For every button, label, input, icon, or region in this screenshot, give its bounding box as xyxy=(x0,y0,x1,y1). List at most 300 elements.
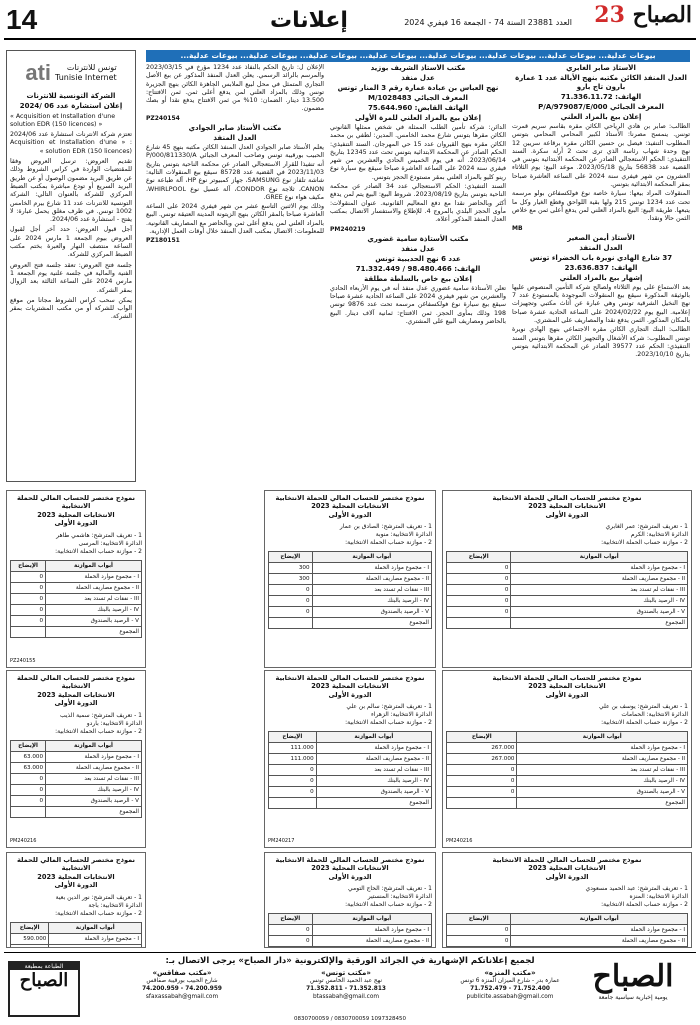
col-header: أبواب الموازنة xyxy=(511,914,688,925)
row-value xyxy=(269,947,313,948)
form-title: نموذج مختصر للحساب المالي للحملة الانتخابية xyxy=(275,494,425,502)
office-menzah xyxy=(458,969,562,1017)
office-address: نهج عبد الحميد الخامس تونس xyxy=(310,978,382,984)
row-label: V - الرصيد بالصندوق xyxy=(316,787,431,798)
candidate-line: 1 - تعريف المترشح: عبد الحميد مسعودي xyxy=(585,885,688,893)
form-title: نموذج مختصر للحساب المالي للحملة الانتخابية xyxy=(492,674,642,682)
district-line: الدائرة الانتخابية: باردو xyxy=(86,719,142,727)
office-email: publicite.assabah@gmail.com xyxy=(466,994,554,1000)
form-round: الدورة الأولى xyxy=(328,510,372,519)
ad-line: العدل المنفذ xyxy=(579,243,623,252)
form-fields xyxy=(446,523,688,547)
form-subtitle: الانتخابات المحلية 2023 xyxy=(37,690,115,699)
row-value: 111.000 xyxy=(269,743,317,754)
col-header: أبواب الموازنة xyxy=(517,732,688,743)
form-subtitle: الانتخابات المحلية 2023 xyxy=(311,682,389,691)
row-value: 0 xyxy=(447,925,511,936)
table-row xyxy=(447,936,688,947)
ad-body: وذلك يوم الاثنين التاسع عشر من شهر فيفري 2024 على الساعة العاشرة صباحا بالمقر الكائن بنهج الزيتونة المدينة العتيقة تونس. البيع بالمزاد العلني لمن يدفع أعلى ثمن وبالحاضر مع المصاريف القانونية. للمعلومات: الاتصال بمكتب العدل المنفذ خلال أوقات العمل الإدارية. xyxy=(146,203,324,236)
row-value: 0 xyxy=(11,604,46,615)
row-label: III - نفقات لم تسدد بعد xyxy=(511,585,688,596)
row-value xyxy=(447,947,511,948)
form-round: الدورة الأولى xyxy=(545,510,589,519)
row-label: III - نفقات لم تسدد بعد xyxy=(312,585,431,596)
table-row xyxy=(269,743,432,754)
form-fields xyxy=(268,523,432,547)
ad-heading: إشهار بيع بالمزاد العلني xyxy=(559,273,643,282)
candidate-line: 1 - تعريف المترشح: نور الدين بعية xyxy=(55,893,142,901)
row-label: I - مجموع موارد الحملة xyxy=(511,563,688,574)
ad-heading: الأستاذ صابر الغابري xyxy=(566,64,636,72)
budget-table xyxy=(446,913,688,948)
table-row xyxy=(11,933,142,944)
table-row xyxy=(11,795,142,806)
row-value: 111.000 xyxy=(269,754,317,765)
table-row xyxy=(447,798,688,809)
candidate-line: 1 - تعريف المترشح: عمر الغابري xyxy=(605,523,688,531)
table-header-row xyxy=(447,552,688,563)
form-title: نموذج مختصر للحساب المالي للحملة الانتخابية xyxy=(16,494,135,511)
form-ref: PM240216 xyxy=(446,838,473,844)
table-row xyxy=(11,806,142,817)
ad-body: بعد الاستماع على يوم الثلاثاء ولصالح شركة التأمين المنصوص عليها بالوثيقة المذكورة سيقع بيع المنقولات الموجودة بالمستودع عدد 7 نهج النخيل الشرقية تونس وهي عبارة عن أثاث مكتبي وتجهيزات إعلامية. البيع يوم 2024/02/22 على الساعة الحادية عشرة صباحا بالمكان المذكور. الثمن يدفع نقدا والمصاريف على المشتري. xyxy=(512,283,690,325)
ad-line: عدل منفذ xyxy=(401,244,435,253)
row-label: IV - الرصيد بالبنك xyxy=(517,776,688,787)
row-value: 0 xyxy=(269,585,313,596)
form-title: نموذج مختصر للحساب المالي للحملة الانتخابية xyxy=(275,856,425,864)
budget-line: 2 - موازنة حساب الحملة الانتخابية: xyxy=(55,547,142,555)
row-label: II - مجموع مصاريف الحملة xyxy=(46,762,142,773)
ad-column-right xyxy=(512,64,690,462)
election-form xyxy=(442,670,692,848)
table-header-row xyxy=(269,552,432,563)
row-label: IV - الرصيد بالبنك xyxy=(46,604,142,615)
form-round: الدورة الأولى xyxy=(54,881,98,890)
table-row xyxy=(447,596,688,607)
col-header: الإيضاح xyxy=(447,552,511,563)
table-row xyxy=(11,615,142,626)
office-email: sfaxassabah@gmail.com xyxy=(145,994,219,1000)
row-label: II - مجموع مصاريف الحملة xyxy=(517,754,688,765)
election-form xyxy=(442,852,692,948)
ad-body: يعلم الأستاذ صابر الجوادي العدل المنفذ الكائن مكتبه بنهج 45 شارع الحبيب بورقيبة تونس وصاحب المعرف الجبائي P/000/811330/A أنه تنفيذا للقرار الاستعجالي الصادر عن محكمة الناحية بتونس بتاريخ 2023/11/03 في القضية عدد 85728 سيقع بيع المنقولات التالية: شاشة تلفاز نوع SAMSUNG، جهاز كمبيوتر نوع HP، آلة طباعة نوع CANON، ثلاجة نوع CONDOR، آلة غسيل نوع WHIRLPOOL، مكيف هواء نوع GREE. xyxy=(146,144,324,201)
col-header: الإيضاح xyxy=(269,552,313,563)
election-form xyxy=(6,490,146,668)
ad-line: العدل المنفذ الكائن مكتبه بنهج الأيالة عدد 1 عمارة بارون تاج بارو xyxy=(515,74,687,91)
row-value: 0 xyxy=(269,765,317,776)
ad-heading: مكتب الأستاذ الشريف بوزيد xyxy=(370,64,466,72)
row-value xyxy=(269,798,317,809)
budget-table xyxy=(10,560,142,638)
table-row xyxy=(447,776,688,787)
ad-ref: MB xyxy=(512,224,523,232)
footer-contact-line: لجميع إعلاناتكم الإشهارية في الجرائد الورقية والإلكترونية «دار الصباح» يرجى الاتصال بـ: xyxy=(165,956,535,966)
form-subtitle: الانتخابات المحلية 2023 xyxy=(528,864,606,873)
row-value xyxy=(11,806,46,817)
form-subtitle: الانتخابات المحلية 2023 xyxy=(311,864,389,873)
tender-paragraph: جلسة فتح العروض: تعقد جلسة فتح العروض الفنية والمالية في جلسة علنية يوم الجمعة 1 مارس 2024 على الساعة الثالثة بعد الزوال بمقر الشركة. xyxy=(10,261,132,294)
row-value: 0 xyxy=(447,936,511,947)
table-row xyxy=(447,925,688,936)
row-label: II - مجموع مصاريف الحملة xyxy=(316,754,431,765)
row-value: 300 xyxy=(269,574,313,585)
form-fields xyxy=(268,885,432,909)
row-value: 0 xyxy=(447,563,511,574)
row-value: 0 xyxy=(447,607,511,618)
row-label: المجموع xyxy=(511,618,688,629)
budget-table xyxy=(10,740,142,818)
ad-line: الهاتف: 23.636.837 xyxy=(564,263,638,272)
phone-strip: 0830700059 / 0830700059 1097328450 xyxy=(293,1016,407,1022)
office-phone: 71.352.811 - 71.352.813 xyxy=(306,986,386,992)
table-row xyxy=(269,787,432,798)
table-row xyxy=(447,574,688,585)
ad-ref: PM240219 xyxy=(330,225,366,233)
col-header: الإيضاح xyxy=(269,732,317,743)
form-title: نموذج مختصر للحساب المالي للحملة الانتخابية xyxy=(492,856,642,864)
col-header: أبواب الموازنة xyxy=(316,732,431,743)
table-row xyxy=(269,563,432,574)
printing-badge xyxy=(8,961,80,1017)
page-number: 14 xyxy=(6,4,38,35)
election-form xyxy=(442,490,692,668)
row-label: II - مجموع مصاريف الحملة xyxy=(312,936,431,947)
form-ref: PM240216 xyxy=(10,838,37,844)
tender-title: الشركة التونسية للانترنات xyxy=(26,92,116,100)
budget-line: 2 - موازنة حساب الحملة الانتخابية: xyxy=(601,719,688,727)
row-label: IV - الرصيد بالبنك xyxy=(511,596,688,607)
office-title: «مكتب تونس» xyxy=(321,969,371,977)
table-row xyxy=(269,574,432,585)
table-row xyxy=(11,593,142,604)
table-row xyxy=(269,585,432,596)
ad-line: نهج العباس بن عبادة عمارة رقم 3 المنار تونس xyxy=(337,84,499,92)
table-row xyxy=(447,563,688,574)
ati-logo-mark: ati xyxy=(25,60,52,85)
row-value: 0 xyxy=(11,582,46,593)
row-value: 0 xyxy=(447,776,517,787)
office-phone: 74.200.959 - 74.200.959 xyxy=(142,986,222,992)
table-row xyxy=(269,596,432,607)
row-label: III - نفقات لم تسدد بعد xyxy=(316,765,431,776)
table-row xyxy=(11,944,142,948)
ad-line: عدد 6 نهج الحديبية تونس xyxy=(375,254,461,263)
page-footer xyxy=(4,952,696,1022)
table-row xyxy=(447,585,688,596)
row-label: II - مجموع مصاريف الحملة xyxy=(511,936,688,947)
office-sfax xyxy=(130,969,234,1017)
table-row xyxy=(269,776,432,787)
form-subtitle: الانتخابات المحلية 2023 xyxy=(528,502,606,511)
row-value: 0 xyxy=(269,607,313,618)
row-value: 0 xyxy=(447,596,511,607)
election-form xyxy=(264,490,436,668)
ad-line: المعرف الجبائي P/A/979087/E/000 xyxy=(538,103,664,111)
section-title: إعلانات xyxy=(270,8,348,33)
table-row xyxy=(269,754,432,765)
ad-heading: إعلان بيع خاص بالسلطة مطلقة xyxy=(364,274,472,283)
district-line: الدائرة الانتخابية: المرسى xyxy=(78,539,142,547)
office-email: btassabah@gmail.com xyxy=(312,994,380,1000)
ad-ref: PZ180151 xyxy=(146,237,180,245)
row-label: I - مجموع موارد الحملة xyxy=(511,925,688,936)
candidate-line: 1 - تعريف المترشح: الحاج التومي xyxy=(348,885,432,893)
col-header: أبواب الموازنة xyxy=(46,740,142,751)
row-value: 0 xyxy=(11,571,46,582)
form-round: الدورة الأولى xyxy=(54,519,98,528)
ad-heading: الأستاذ أيمن الصغير xyxy=(567,233,635,242)
ad-line: الهاتف: 71.336.11.72 xyxy=(560,93,642,101)
election-form xyxy=(6,852,146,948)
tender-paragraph: آجل قبول العروض: حدد آخر أجل لقبول العروض بيوم الجمعة 1 مارس 2024 على الساعة منتصف النهار والعبرة بختم مكتب الضبط المركزي للشركة. xyxy=(10,226,133,259)
district-line: الدائرة الانتخابية: منوبة xyxy=(375,531,432,539)
row-label: المجموع xyxy=(517,798,688,809)
table-row xyxy=(11,571,142,582)
table-row xyxy=(269,765,432,776)
ad-line: الهاتف القابض: 75.644.960 xyxy=(367,104,469,112)
tunisie-internet-ad xyxy=(6,50,136,482)
table-row xyxy=(11,626,142,637)
table-header-row xyxy=(11,922,142,933)
tender-paragraph: تعتزم شركة الانترنات استشارة عدد 2024/06 : « Acquisition et Installation d'une solution EDR (150 licences) » xyxy=(10,131,133,155)
table-row xyxy=(11,784,142,795)
ad-body: الطالب: البنك التجاري الكائن مقره الاجتماعي بنهج الهادي نويرة تونس المطلوب: شركة الأشغال والتجهيز الكائن مقرها بتونس السند التنفيذي: الحكم عدد 39577 الصادر عن المحكمة الابتدائية بتونس بتاريخ 2023/10/10. xyxy=(512,326,690,359)
newspaper-logo xyxy=(574,2,692,32)
col-header: الإيضاح xyxy=(11,922,49,933)
ad-column-left xyxy=(146,64,324,462)
row-label: II - مجموع مصاريف الحملة xyxy=(511,574,688,585)
row-label xyxy=(511,947,688,948)
assabah-logo-text: الصباح xyxy=(592,959,674,994)
form-subtitle: الانتخابات المحلية 2023 xyxy=(311,502,389,511)
row-label: المجموع xyxy=(46,626,142,637)
row-value xyxy=(447,618,511,629)
col-header: الإيضاح xyxy=(447,914,511,925)
office-address: عمارة بدر - شارع الميزان المنزه 6 تونس xyxy=(460,978,560,984)
row-value: 0 xyxy=(269,776,317,787)
form-fields xyxy=(446,885,688,909)
row-label: III - نفقات لم تسدد بعد xyxy=(46,773,142,784)
row-value: 0 xyxy=(11,784,46,795)
row-label: V - الرصيد بالصندوق xyxy=(46,795,142,806)
office-address: شارع الحبيب بورقيبة صفاقس xyxy=(146,978,218,984)
candidate-line: 1 - تعريف المترشح: الصادق بن عمار xyxy=(339,523,432,531)
row-label: V - الرصيد بالصندوق xyxy=(517,787,688,798)
row-label: III - نفقات لم تسدد بعد xyxy=(46,593,142,604)
logo-number: 23 xyxy=(594,2,625,28)
budget-table xyxy=(10,922,142,948)
table-row xyxy=(11,762,142,773)
col-header: الإيضاح xyxy=(269,914,313,925)
ad-body: السند التنفيذي: الحكم الاستعجالي عدد 34 الصادر عن محكمة الناحية بتونس بتاريخ 2023/08/19. شروط البيع: البيع يتم لمن يدفع أكثر وبالحاضر نقدا مع دفع المعاليم القانونية. عنوان المنقولات: مأوى الحجز البلدي بالمروج 4. للإطلاع والاستفسار الاتصال بمكتب العدل المنفذ المذكور أعلاه. xyxy=(330,183,506,224)
district-line: الدائرة الانتخابية: المنستير xyxy=(367,893,432,901)
table-row xyxy=(447,787,688,798)
form-round: الدورة الأولى xyxy=(328,872,372,881)
table-row xyxy=(269,936,432,947)
row-value: 0 xyxy=(447,765,517,776)
row-label: III - نفقات لم تسدد بعد xyxy=(517,765,688,776)
form-fields xyxy=(10,532,142,556)
ad-line: الهاتف: 98.480.466 / 71.332.449 xyxy=(355,264,481,273)
row-value: 0 xyxy=(447,585,511,596)
ad-ref: PZ240154 xyxy=(146,114,180,122)
col-header: أبواب الموازنة xyxy=(511,552,688,563)
row-label: I - مجموع موارد الحملة xyxy=(49,933,142,944)
table-row xyxy=(447,743,688,754)
form-round: الدورة الأولى xyxy=(545,872,589,881)
row-label xyxy=(312,947,431,948)
budget-line: 2 - موازنة حساب الحملة الانتخابية: xyxy=(345,719,432,727)
row-label: I - مجموع موارد الحملة xyxy=(46,751,142,762)
ad-line: العدل المنفذ xyxy=(213,134,257,143)
budget-line: 2 - موازنة حساب الحملة الانتخابية: xyxy=(601,901,688,909)
budget-line: 2 - موازنة حساب الحملة الانتخابية: xyxy=(55,909,142,917)
header-rule xyxy=(4,38,696,40)
row-value xyxy=(11,626,46,637)
row-value: 0 xyxy=(269,936,313,947)
row-value xyxy=(269,618,313,629)
form-fields xyxy=(10,712,142,736)
office-tunis xyxy=(294,969,398,1017)
table-row xyxy=(269,618,432,629)
col-header: أبواب الموازنة xyxy=(312,552,431,563)
district-line: الدائرة الانتخابية: الحمامات xyxy=(621,711,688,719)
ad-heading: مكتب الأستاذة سامية غضوري xyxy=(367,234,469,243)
ad-line: المعرف الجبائي M/1028483 xyxy=(368,94,468,102)
form-title: نموذج مختصر للحساب المالي للحملة الانتخابية xyxy=(16,674,135,691)
row-label: I - مجموع موارد الحملة xyxy=(312,563,431,574)
election-form xyxy=(264,852,436,948)
ad-heading: إعلان بيع بالمزاد العلني xyxy=(560,113,642,121)
row-value: 0 xyxy=(447,574,511,585)
table-row xyxy=(269,798,432,809)
form-title: نموذج مختصر للحساب المالي للحملة الانتخابية xyxy=(275,674,425,682)
ad-body: الدائن: شركة تأمين الطلب الممثلة في شخص ممثلها القانوني الكائن مقرها بتونس شارع محمد الخامس. المدين: لطفي بن محمد الكائن مقره بنهج القيروان عدد 15 حي المهرجان. السند التنفيذي: الحكم الصادر عن المحكمة الابتدائية بتونس تحت عدد 12345 بتاريخ 2023/06/14. أنه في يوم الخميس الحادي والعشرين من شهر فيفري سنة 2024 على الساعة العاشرة صباحا سيقع بيع سيارة نوع رينو كليو بالمزاد العلني بمقر مستودع الحجز بتونس. xyxy=(330,124,506,181)
ad-body: المنقولات المراد بيعها: سيارة خاصة نوع فولكسفاغن بولو مرسمة تحت عدد 1234 تونس 215 ولها بقية اللواحق وقطع الغيار وكل ما يتبعها. طريقة البيع: البيع بالمزاد العلني لمن يدفع أعلى ثمن مع خلاص الثمن حالا ونقدا. xyxy=(512,190,690,223)
budget-line: 2 - موازنة حساب الحملة الانتخابية: xyxy=(345,901,432,909)
table-row xyxy=(447,765,688,776)
logo-arabic: تونس للانترنات xyxy=(66,63,117,72)
election-form xyxy=(264,670,436,848)
page-header xyxy=(0,0,700,40)
form-subtitle: الانتخابات المحلية 2023 xyxy=(528,682,606,691)
issue-line: العدد 23881 السنة 74 - الجمعة 16 فيفري 2024 xyxy=(404,18,572,27)
form-ref: PZ240155 xyxy=(10,658,36,664)
row-value: 267.000 xyxy=(447,743,517,754)
tender-subtitle: إعلان استشارة عدد 06 /2024 xyxy=(19,102,123,111)
office-phone: 71.752.479 - 71.752.400 xyxy=(470,986,550,992)
ad-body: الإعلان ل: تاريخ الحكم بالنفاذ عدد 1234 مؤرخ في 2023/03/15 والمرسم بالرائد الرسمي. يعلن العدل المنفذ المذكور عن بيع الأصل التجاري المتمثل في محل لبيع الملابس الجاهزة الكائن بنهج الجزيرة تونس وذلك بالمزاد العلني لمن يدفع أعلى ثمن. ثمن الافتتاح: 13.500 دينار. الضمان: 10% من ثمن الافتتاح يدفع نقدا أو بصك مضمون. xyxy=(146,64,324,113)
form-fields xyxy=(446,703,688,727)
budget-line: 2 - موازنة حساب الحملة الانتخابية: xyxy=(55,727,142,735)
row-value xyxy=(11,944,49,948)
row-value xyxy=(447,798,517,809)
col-header: الإيضاح xyxy=(11,560,46,571)
table-row xyxy=(269,607,432,618)
col-header: أبواب الموازنة xyxy=(312,914,431,925)
row-label: II - مجموع مصاريف الحملة xyxy=(312,574,431,585)
district-line: الدائرة الانتخابية: المنزه xyxy=(629,893,688,901)
ad-heading: مكتب الأستاذ صابر الجوادي xyxy=(188,124,282,133)
row-value: 0 xyxy=(269,925,313,936)
table-row xyxy=(269,925,432,936)
ad-heading: إعلان بيع بالمزاد العلني للمرة الأولى xyxy=(355,114,481,122)
section-banner: بيوعات عدلية... بيوعات عدلية... بيوعات عدلية... بيوعات عدلية... بيوعات عدلية... بيوعات عدلية... بيوعات عدلية... بيوعات عدلية... xyxy=(146,50,690,62)
table-row xyxy=(11,773,142,784)
budget-table xyxy=(446,731,688,809)
row-value: 0 xyxy=(11,615,46,626)
badge-top: الطباعة بمطبعة xyxy=(10,963,78,970)
table-header-row xyxy=(269,914,432,925)
table-header-row xyxy=(447,914,688,925)
form-title: نموذج مختصر للحساب المالي للحملة الانتخابية xyxy=(492,494,642,502)
row-value: 63.000 xyxy=(11,751,46,762)
candidate-line: 1 - تعريف المترشح: هاشمي طاهر xyxy=(56,531,142,539)
row-label: I - مجموع موارد الحملة xyxy=(517,743,688,754)
row-label: V - الرصيد بالصندوق xyxy=(312,607,431,618)
row-label: I - مجموع موارد الحملة xyxy=(46,571,142,582)
table-header-row xyxy=(11,740,142,751)
row-value: 0 xyxy=(269,787,317,798)
row-value: 0 xyxy=(11,795,46,806)
row-value: 0 xyxy=(269,596,313,607)
table-header-row xyxy=(11,560,142,571)
district-line: الدائرة الانتخابية: الكرم xyxy=(630,531,688,539)
table-row xyxy=(447,618,688,629)
ad-line: عدل منفذ xyxy=(401,74,435,82)
form-round: الدورة الأولى xyxy=(545,690,589,699)
logo-names xyxy=(55,63,117,83)
col-header: أبواب الموازنة xyxy=(46,560,142,571)
budget-table xyxy=(268,731,432,809)
row-label: المجموع xyxy=(316,798,431,809)
tender-fr-title: « Acquisition et Installation d'une solution EDR (150 licences) » xyxy=(10,112,116,128)
logo-french: Tunisie Internet xyxy=(55,73,117,82)
row-value: 590.000 xyxy=(11,933,49,944)
office-title: «مكتب صفاقس» xyxy=(152,969,212,977)
assabah-logo xyxy=(574,959,692,1019)
col-header: الإيضاح xyxy=(447,732,517,743)
table-row xyxy=(11,604,142,615)
row-label: المجموع xyxy=(46,806,142,817)
district-line: الدائرة الانتخابية: باجة xyxy=(88,901,142,909)
form-subtitle: الانتخابات المحلية 2023 xyxy=(37,872,115,881)
election-form xyxy=(6,670,146,848)
budget-line: 2 - موازنة حساب الحملة الانتخابية: xyxy=(601,539,688,547)
row-value: 0 xyxy=(11,593,46,604)
row-label: II - مجموع مصاريف الحملة xyxy=(46,582,142,593)
assabah-tagline: يومية إخبارية سياسية جامعة xyxy=(598,994,668,1001)
office-title: «مكتب المنزه» xyxy=(484,969,536,977)
candidate-line: 1 - تعريف المترشح: سالم بن علي xyxy=(346,703,432,711)
table-row xyxy=(447,947,688,948)
budget-line: 2 - موازنة حساب الحملة الانتخابية: xyxy=(345,539,432,547)
form-round: الدورة الأولى xyxy=(328,690,372,699)
row-label: V - الرصيد بالصندوق xyxy=(511,607,688,618)
ad-body: تعلن الأستاذة سامية غضوري عدل منفذ أنه في يوم الأربعاء الحادي والعشرين من شهر فيفري 2024 على الساعة الحادية عشرة صباحا سيقع بيع سيارة نوع فولكسفاغن مرسمة تحت عدد 9876 تونس 198 وذلك بمأوى الحجز. ثمن الافتتاح: ثمانية آلاف دينار. البيع بالحاضر ومصاريف البيع على المشتري. xyxy=(330,284,506,326)
table-header-row xyxy=(269,732,432,743)
row-label: المجموع xyxy=(312,618,431,629)
tender-paragraph: تقديم العروض: ترسل العروض وفقا للمقتضيات الواردة في كراس الشروط وذلك عن طريق البريد مضمون الوصول أو عن طريق البريد السريع أو تودع مباشرة بمكتب الضبط المركزي للشركة بالعنوان التالي: الشركة التونسية للانترنات عدد 11 شارع بيرم الخامس 1002 تونس. في ظرف مغلق يحمل عبارة: لا يفتح - استشارة عدد 2024/06. xyxy=(10,158,132,224)
form-fields xyxy=(268,703,432,727)
ad-column-middle xyxy=(330,64,506,462)
table-row xyxy=(11,751,142,762)
table-row xyxy=(269,947,432,948)
ad-line: 37 شارع الهادي نويرة باب الخضراء تونس xyxy=(529,253,673,262)
budget-table xyxy=(446,551,688,629)
logo-text: الصباح xyxy=(632,2,692,28)
tender-paragraph: يمكن سحب كراس الشروط مجانا من موقع الواب للشركة أو من مكتب المشتريات بمقر الشركة. xyxy=(10,296,132,321)
